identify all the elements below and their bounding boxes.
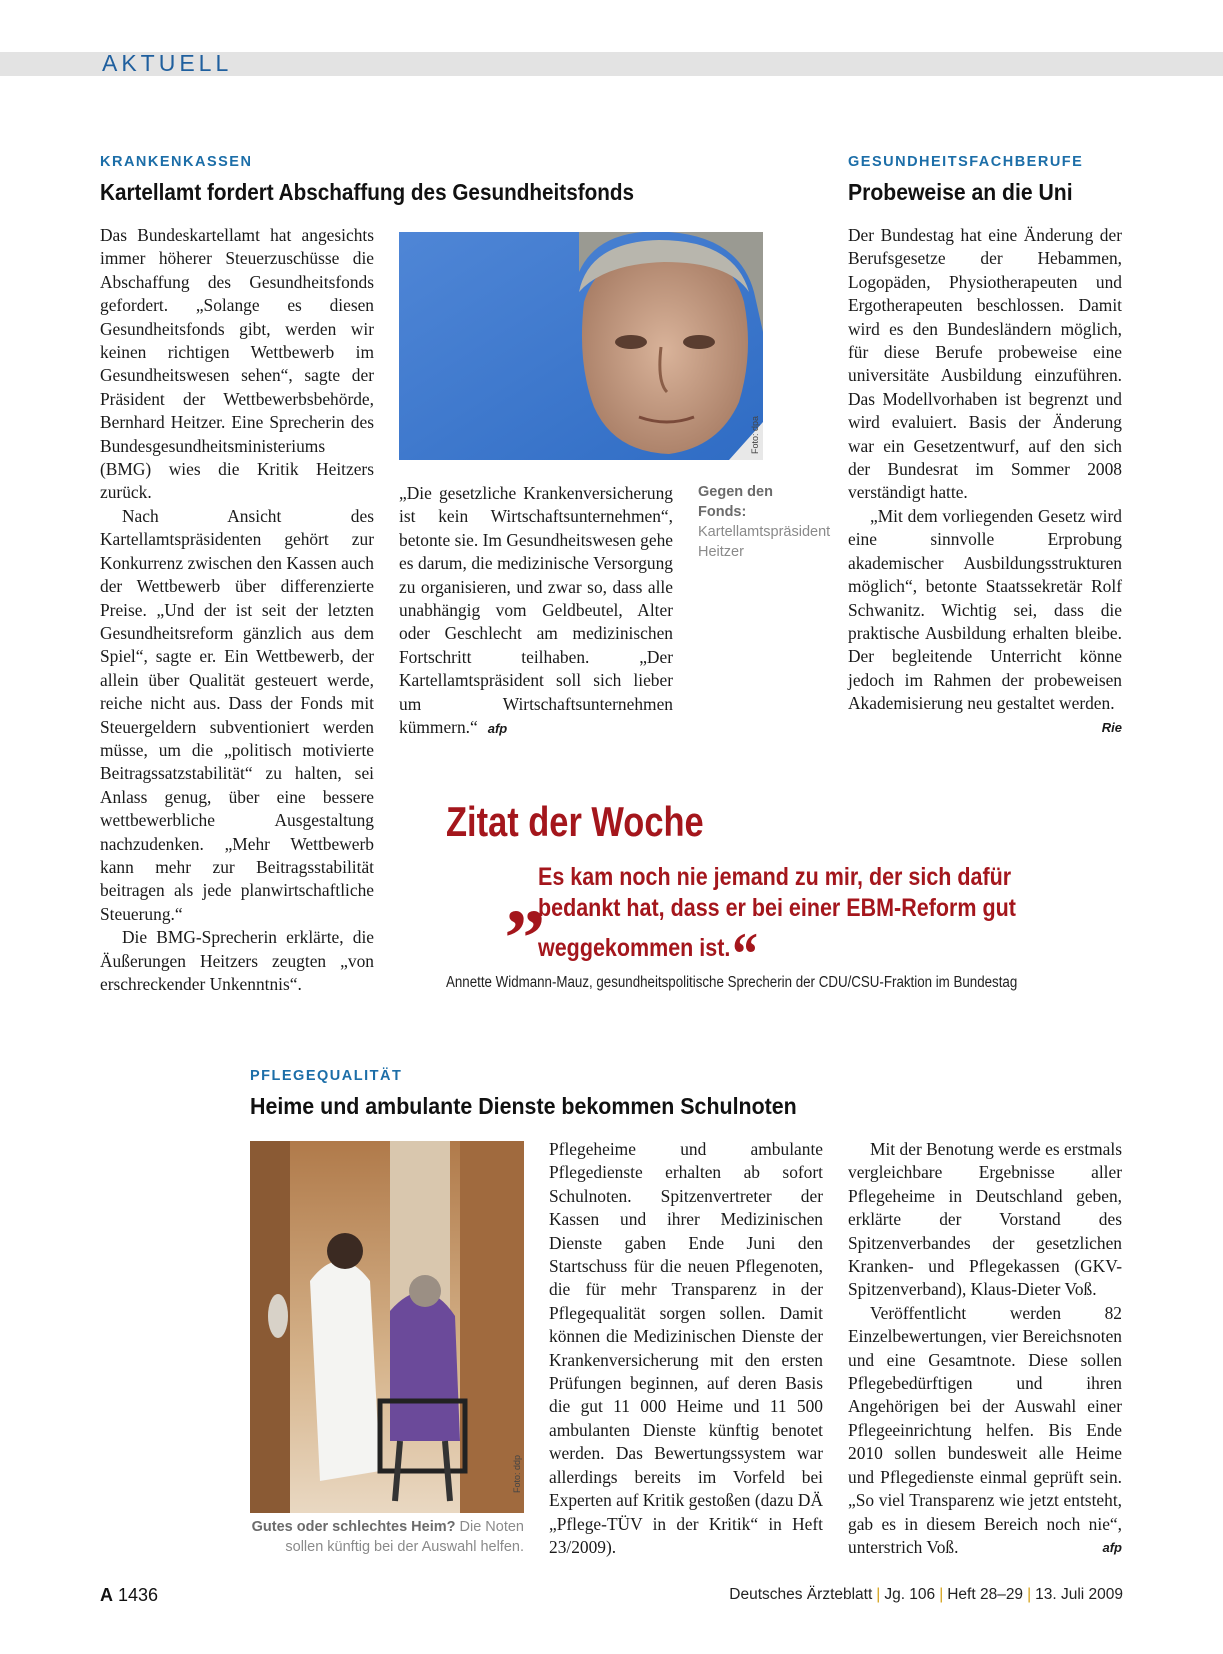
journal-issue: Heft 28–29 xyxy=(947,1586,1024,1603)
article2-column xyxy=(848,224,1122,739)
quote-close-mark: “ xyxy=(732,921,758,987)
quote-title: Zitat der Woche xyxy=(446,798,704,845)
journal-info: Deutsches Ärzteblatt | Jg. 106 | Heft 28–29 | 13. Juli 2009 xyxy=(729,1586,1123,1603)
caption-text: Kartellamtspräsident Heitzer xyxy=(698,524,831,560)
page-prefix: A xyxy=(100,1585,113,1605)
article3-col2-paragraph: Veröffentlicht werden 82 Einzelbewertungen, vier Bereichsnoten und eine Gesamtnote. Diese sollen Pflegebedürftigen und ihren Angehörigen bei der Auswahl einer Pflegeeinrichtung helfen. Bis Ende 2010 sollen bundesweit alle Heime und Pflegedienste einmal geprüft sein. „So viel Transparenz wie jetzt entsteht, gab es in diesem Bereich noch nie“, unterstrich Voß. xyxy=(848,1302,1122,1557)
article3-column1 xyxy=(549,1138,823,1559)
page-number xyxy=(100,1585,158,1606)
article1-headline: Kartellamt fordert Abschaffung des Gesundheitsfonds xyxy=(100,179,635,205)
article1-kicker: KRANKENKASSEN xyxy=(100,154,253,170)
article3-kicker: PFLEGEQUALITÄT xyxy=(250,1068,403,1084)
article1-col1-paragraph: Nach Ansicht des Kartellamtspräsidenten gehört zur Konkurrenz zwischen den Kassen auch der Wettbewerb über differenzierte Preise. „Und der ist seit der letzten Gesundheitsreform gänzlich aus dem Spiel“, sagte er. Ein Wettbewerb, der allein über Qualität gesteuert werde, reiche nicht aus. Dass der Fonds mit Steuergeldern subventioniert werden müsse, um die „politisch motivierte Beitragssatzstabilität“ zu halten, sei Anlass genug, über eine bessere wettbewerbliche Ausgestaltung nachzudenken. „Mehr Wettbewerb kann mehr zur Beitragsstabilität beitragen als jede planwirtschaftliche Steuerung.“ xyxy=(100,505,374,924)
portrait-photo-image xyxy=(399,232,763,460)
quote-open-mark: „ xyxy=(505,850,546,941)
article3-col1-paragraph: Pflegeheime und ambulante Pflegedienste erhalten ab sofort Schulnoten. Spitzenvertreter der Kassen und ihrer Medizinischen Dienste gaben Ende Juni den Startschuss für die neuen Pflegenoten, die für mehr Transparenz in der Pflegequalität sorgen sollen. Damit können die Medizinischen Dienste der Krankenversicherung mit den ersten Prüfungen beginnen, auf deren Basis die gut 11 000 Heime und 11 500 ambulanten Dienste künftig benotet werden. Das Bewertungssystem war allerdings bereits im Vorfeld bei Experten auf Kritik gestoßen (dazu DÄ „Pflege-TÜV in der Kritik“ in Heft 23/2009). xyxy=(549,1139,823,1557)
journal-volume: Jg. 106 xyxy=(884,1586,936,1603)
article2-paragraph: Der Bundestag hat eine Änderung der Berufsgesetze der Hebammen, Logopäden, Physiotherapeuten und Ergotherapeuten beschlossen. Damit wird es den Bundesländern möglich, für diese Berufe probeweise eine universitäte Ausbildung einzuführen. Das Modellvorhaben ist begrenzt und wird evaluiert. Basis der Änderung war ein Gesetzentwurf, auf den sich der Bundesrat im Sommer 2008 verständigt hatte. xyxy=(848,225,1122,503)
page-number-value: 1436 xyxy=(118,1585,159,1605)
article3-photo-caption xyxy=(250,1517,524,1557)
article1-col2-paragraph: „Die gesetzliche Krankenversicherung ist kein Wirtschaftsunternehmen“, betonte sie. Im Gesundheitswesen gehe es darum, die medizinische Versorgung zu organisieren, und zwar so, dass alle unabhängig vom Geldbeutel, Alter oder Geschlecht am medizinischen Fortschritt teilhaben. „Der Kartellamtspräsident soll sich lieber um Wirtschaftsunternehmen kümmern.“ xyxy=(399,483,673,738)
caption-bold: Gegen den Fonds: xyxy=(698,484,773,520)
article2-paragraph: „Mit dem vorliegenden Gesetz wird eine sinnvolle Erprobung akademischer Ausbildungsstrukturen möglich“, betonte Staatssekretär Rolf Schwanitz. Wichtig sei, dass die praktische Ausbildung erhalten bleibe. Der begleitende Unterricht könne jedoch im Rahmen der probeweisen Akademisierung neu gestaltet werden. xyxy=(848,505,1122,714)
care-home-photo-image xyxy=(250,1141,524,1513)
article2-kicker: GESUNDHEITSFACHBERUFE xyxy=(848,154,1084,170)
photo-credit: Foto: ddp xyxy=(512,1454,522,1493)
photo-credit: Foto: dpa xyxy=(750,415,760,454)
article1-col1-paragraph: Die BMG-Sprecherin erklärte, die Äußerungen Heitzers zeugten „von erschreckender Unkenntnis“. xyxy=(100,927,374,994)
journal-date: 13. Juli 2009 xyxy=(1035,1586,1123,1603)
section-label: AKTUELL xyxy=(102,50,233,76)
article2-signature: Rie xyxy=(1101,719,1122,735)
article1-column2 xyxy=(399,482,673,740)
caption-text: Die Noten sollen künftig bei der Auswahl helfen. xyxy=(285,1519,524,1555)
article2-headline: Probeweise an die Uni xyxy=(848,179,1073,205)
article1-col1-paragraph: Das Bundeskartellamt hat angesichts immer höherer Steuerzuschüsse die Abschaffung des Gesundheitsfonds gefordert. „Solange es diesen Gesundheitsfonds gibt, werden wir keinen richtigen Wettbewerb im Gesundheitswesen sehen“, sagte der Präsident der Wettbewerbsbehörde, Bernhard Heitzer. Eine Sprecherin des Bundesgesundheitsministeriums (BMG) wies die Kritik Heitzers zurück. xyxy=(100,225,374,503)
quote-author: Annette Widmann-Mauz, gesundheitspolitische Sprecherin der CDU/CSU-Fraktion im Bundestag xyxy=(446,974,1018,991)
quote-body: Es kam noch nie jemand zu mir, der sich dafür bedankt hat, dass er bei einer EBM-Reform gut weggekommen ist. xyxy=(538,863,1016,962)
article1-signature: afp xyxy=(487,721,508,737)
article3-care-photo xyxy=(250,1141,524,1513)
caption-bold: Gutes oder schlechtes Heim? xyxy=(251,1519,456,1535)
article1-portrait-photo xyxy=(399,232,763,460)
article3-signature: afp xyxy=(1102,1539,1122,1555)
article3-col2-paragraph: Mit der Benotung werde es erstmals vergleichbare Ergebnisse aller Pflegeheime in Deutschland geben, erklärte der Vorstand des Spitzenverbandes der gesetzlichen Kranken- und Pflegekassen (GKV-Spitzenverband), Klaus-Dieter Voß. xyxy=(848,1139,1122,1300)
journal-name: Deutsches Ärzteblatt xyxy=(729,1586,873,1603)
article3-column2 xyxy=(848,1138,1122,1559)
article3-headline: Heime und ambulante Dienste bekommen Schulnoten xyxy=(250,1093,797,1119)
article1-photo-caption xyxy=(698,482,831,562)
article1-column1 xyxy=(100,224,374,996)
